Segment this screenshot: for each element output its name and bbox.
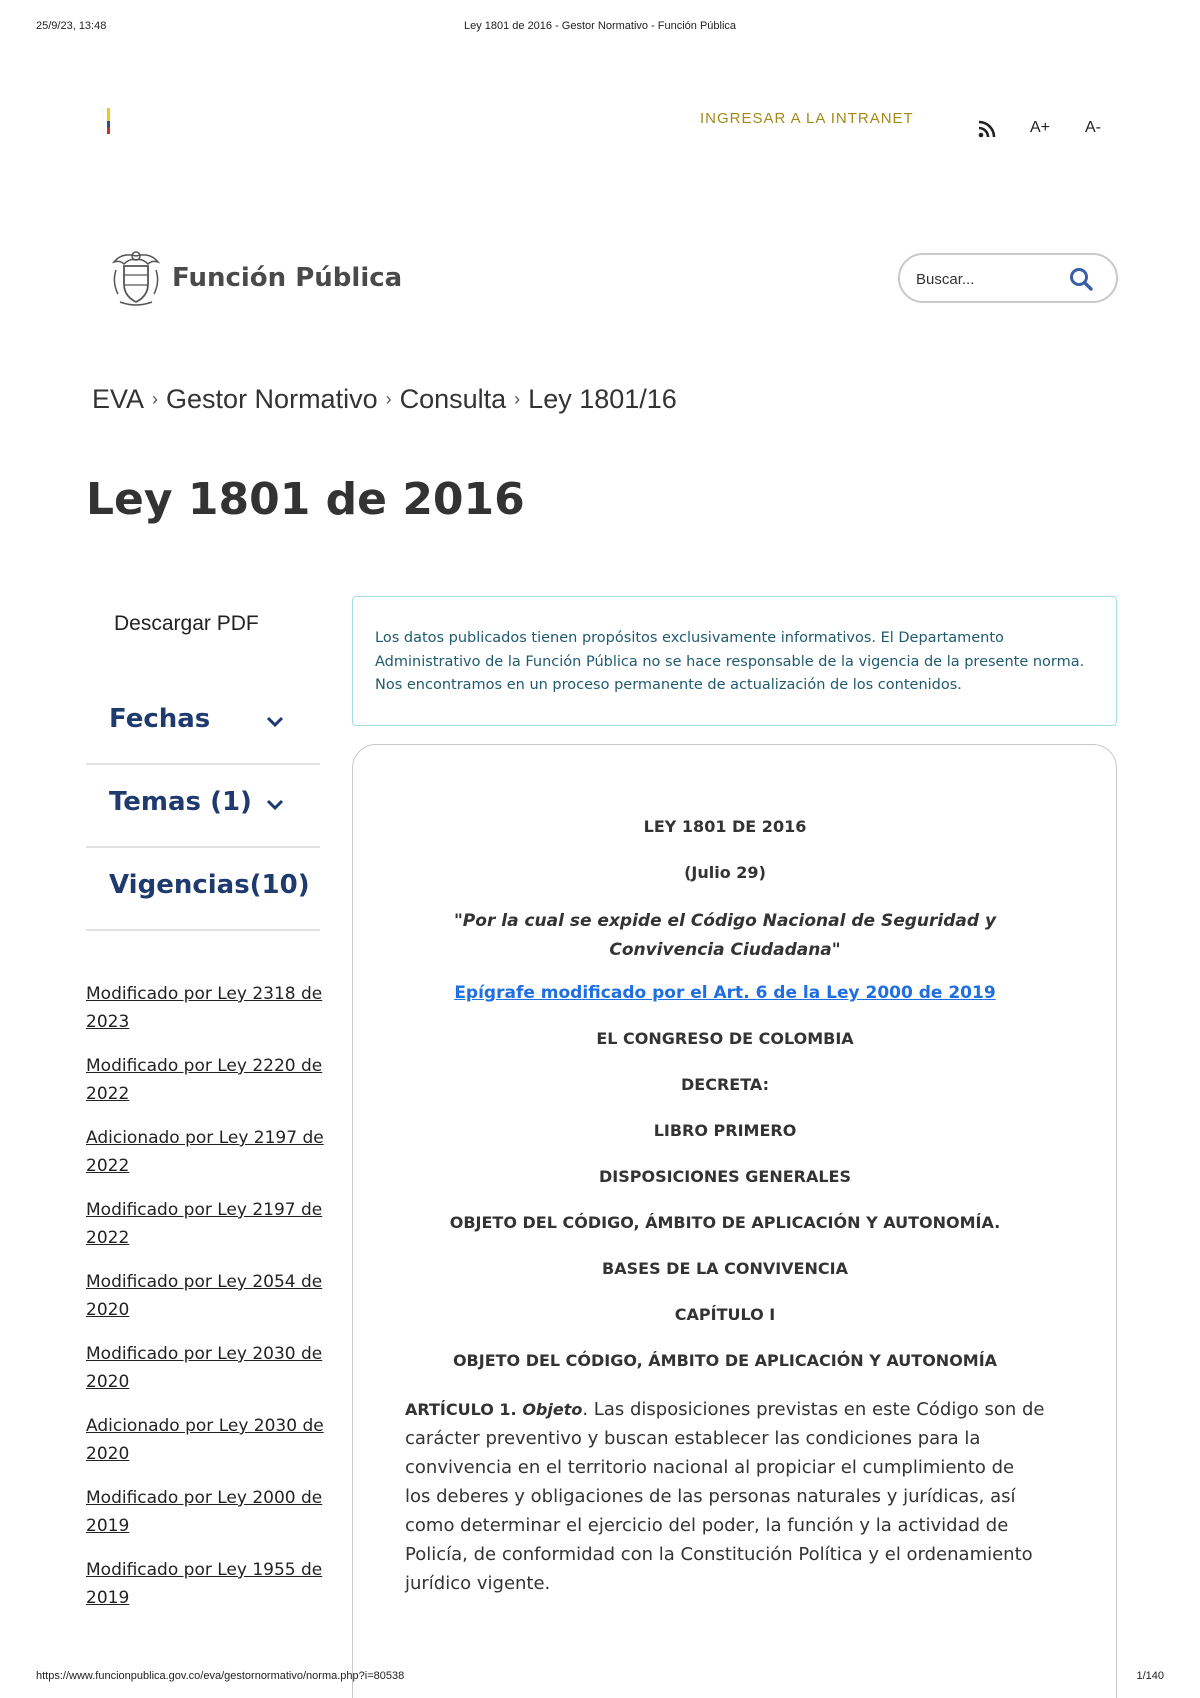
site-logo[interactable] [108, 248, 402, 308]
vigencias-list [86, 980, 326, 1628]
breadcrumb-eva[interactable]: EVA [92, 384, 145, 414]
breadcrumb [92, 384, 677, 415]
flag-bar [107, 108, 110, 134]
law-decree: DECRETA: [681, 1075, 769, 1094]
page-title: Ley 1801 de 2016 [86, 474, 525, 525]
breadcrumb-separator: › [514, 389, 521, 409]
article-number: ARTÍCULO 1. [405, 1400, 517, 1419]
list-item [86, 1268, 326, 1340]
list-item [86, 1412, 326, 1484]
list-item [86, 1340, 326, 1412]
law-issuer: EL CONGRESO DE COLOMBIA [596, 1029, 854, 1048]
list-item [86, 1196, 326, 1268]
vigencia-link[interactable]: Modificado por Ley 2197 de 2022 [86, 1200, 323, 1248]
search-box[interactable] [898, 253, 1118, 303]
accordion-temas[interactable] [86, 765, 320, 848]
print-title: Ley 1801 de 2016 - Gestor Normativo - Función Pública [463, 20, 737, 32]
accordion-vigencias[interactable] [86, 848, 320, 931]
list-item [86, 1556, 326, 1628]
list-item [86, 1124, 326, 1196]
section-heading: BASES DE LA CONVIVENCIA [602, 1259, 848, 1278]
print-page-number: 1/140 [1136, 1670, 1164, 1682]
search-icon[interactable] [1068, 266, 1094, 292]
logo-text: Función Pública [172, 263, 403, 293]
breadcrumb-consulta[interactable]: Consulta [399, 384, 507, 414]
section-heading: OBJETO DEL CÓDIGO, ÁMBITO DE APLICACIÓN Y AUTONOMÍA. [449, 1213, 1001, 1232]
accordion-label: Temas (1) [109, 787, 252, 817]
vigencia-link[interactable]: Adicionado por Ley 2197 de 2022 [86, 1128, 324, 1176]
download-pdf-button[interactable]: Descargar PDF [114, 612, 259, 635]
article-1 [405, 1395, 1045, 1598]
chevron-down-icon [266, 797, 284, 811]
vigencia-link[interactable]: Modificado por Ley 2220 de 2022 [86, 1056, 323, 1104]
font-decrease-button[interactable]: A- [1085, 119, 1101, 136]
chapter-heading: CAPÍTULO I [674, 1305, 776, 1324]
law-epigraph: "Por la cual se expide el Código Nacional de Seguridad y Convivencia Ciudadana" [453, 911, 997, 960]
article-name: Objeto [522, 1400, 583, 1419]
print-header [36, 20, 1164, 36]
accordion-label: Vigencias(10) [109, 870, 310, 900]
coat-of-arms-icon [108, 248, 164, 308]
list-item [86, 1052, 326, 1124]
chapter-title: OBJETO DEL CÓDIGO, ÁMBITO DE APLICACIÓN Y AUTONOMÍA [452, 1351, 998, 1370]
list-item [86, 980, 326, 1052]
print-url: https://www.funcionpublica.gov.co/eva/gestornormativo/norma.php?i=80538 [36, 1670, 405, 1682]
breadcrumb-separator: › [152, 389, 159, 409]
epigraph-modified-link[interactable]: Epígrafe modificado por el Art. 6 de la Ley 2000 de 2019 [454, 983, 996, 1003]
law-date: (Julio 29) [684, 863, 766, 882]
accordion-fechas[interactable] [86, 682, 320, 765]
vigencia-link[interactable]: Modificado por Ley 2000 de 2019 [86, 1488, 323, 1536]
print-date: 25/9/23, 13:48 [36, 20, 107, 32]
intranet-link[interactable]: INGRESAR A LA INTRANET [700, 110, 914, 127]
vigencia-link[interactable]: Modificado por Ley 1955 de 2019 [86, 1560, 323, 1608]
article-text: . Las disposiciones previstas en este Código son de carácter preventivo y buscan establecer las condiciones para la convivencia en el territorio nacional al propiciar el cumplimiento de los deberes y obligaciones de las personas naturales y jurídicas, así como determinar el ejercicio del poder, la función y la actividad de Policía, de conformidad con la Constitución Política y el ordenamiento jurídico vigente. [405, 1399, 1045, 1594]
list-item [86, 1484, 326, 1556]
accordion-label: Fechas [109, 704, 211, 734]
breadcrumb-separator: › [385, 389, 392, 409]
chevron-down-icon [266, 714, 284, 728]
vigencia-link[interactable]: Modificado por Ley 2054 de 2020 [86, 1272, 323, 1320]
vigencia-link[interactable]: Adicionado por Ley 2030 de 2020 [86, 1416, 324, 1464]
font-increase-button[interactable]: A+ [1030, 119, 1051, 136]
search-input[interactable] [916, 267, 1056, 291]
law-document [352, 744, 1117, 1698]
breadcrumb-current: Ley 1801/16 [528, 384, 677, 414]
book-heading: LIBRO PRIMERO [653, 1121, 797, 1140]
vigencia-link[interactable]: Modificado por Ley 2030 de 2020 [86, 1344, 323, 1392]
rss-icon[interactable] [978, 120, 996, 138]
law-title: LEY 1801 DE 2016 [643, 817, 807, 836]
vigencia-link[interactable]: Modificado por Ley 2318 de 2023 [86, 984, 323, 1032]
print-footer [36, 1670, 1164, 1686]
breadcrumb-gestor-normativo[interactable]: Gestor Normativo [166, 384, 378, 414]
epigraph-note [405, 981, 1045, 1005]
section-heading: DISPOSICIONES GENERALES [598, 1167, 851, 1186]
disclaimer-notice: Los datos publicados tienen propósitos exclusivamente informativos. El Departamento Administrativo de la Función Pública no se hace responsable de la vigencia de la presente norma. Nos encontramos en un proceso permanente de actualización de los contenidos. [352, 596, 1117, 726]
